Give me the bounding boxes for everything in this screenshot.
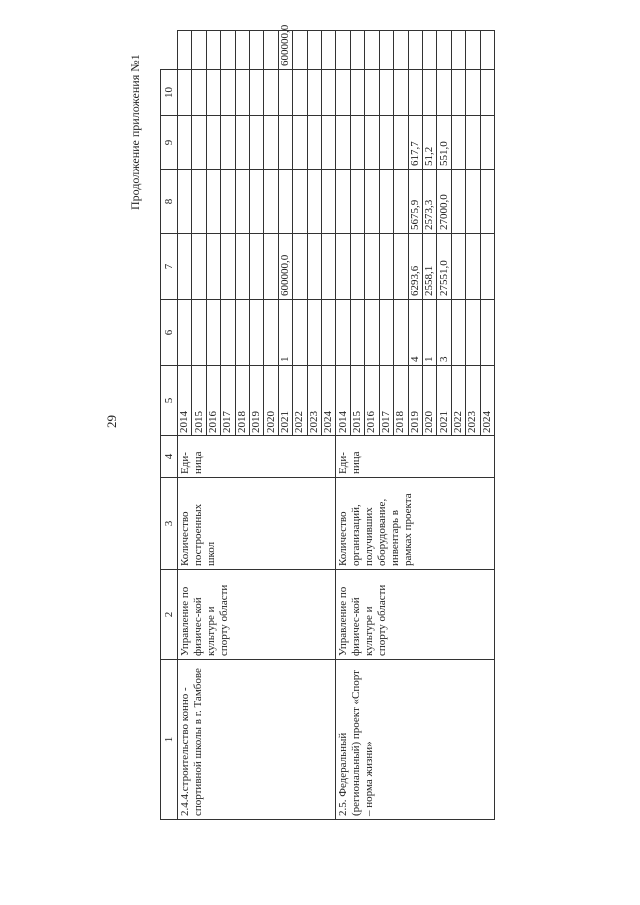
value-cell-7 bbox=[206, 170, 220, 234]
value-cell-10 bbox=[480, 31, 494, 70]
year-cell: 2016 bbox=[206, 366, 220, 436]
value-cell-9 bbox=[307, 70, 321, 116]
value-cell-10 bbox=[437, 31, 451, 70]
value-cell-5: 4 bbox=[408, 300, 422, 366]
value-cell-8 bbox=[178, 116, 192, 170]
value-cell-6 bbox=[350, 234, 364, 300]
value-cell-7 bbox=[365, 170, 379, 234]
value-cell-7: 27000,0 bbox=[437, 170, 451, 234]
value-cell-8 bbox=[206, 116, 220, 170]
value-cell-9 bbox=[466, 70, 480, 116]
value-cell-6 bbox=[322, 234, 336, 300]
value-cell-8 bbox=[394, 116, 408, 170]
value-cell-5 bbox=[480, 300, 494, 366]
value-cell-9 bbox=[394, 70, 408, 116]
year-cell: 2022 bbox=[293, 366, 307, 436]
measure-cell: 2.4.4.строительство конно - спортивной школы в г. Тамбове bbox=[178, 660, 336, 820]
value-cell-8 bbox=[451, 116, 465, 170]
value-cell-9 bbox=[437, 70, 451, 116]
value-cell-7 bbox=[394, 170, 408, 234]
value-cell-9 bbox=[350, 70, 364, 116]
value-cell-10: 600000,0 bbox=[278, 31, 292, 70]
value-cell-9 bbox=[221, 70, 235, 116]
value-cell-6 bbox=[178, 234, 192, 300]
value-cell-8: 51,2 bbox=[422, 116, 436, 170]
value-cell-10 bbox=[250, 31, 264, 70]
value-cell-5 bbox=[322, 300, 336, 366]
value-cell-7 bbox=[264, 170, 278, 234]
value-cell-6 bbox=[235, 234, 249, 300]
value-cell-6 bbox=[250, 234, 264, 300]
year-cell: 2023 bbox=[307, 366, 321, 436]
value-cell-9 bbox=[293, 70, 307, 116]
year-cell: 2020 bbox=[422, 366, 436, 436]
value-cell-5 bbox=[365, 300, 379, 366]
value-cell-5 bbox=[350, 300, 364, 366]
value-cell-5: 3 bbox=[437, 300, 451, 366]
value-cell-6 bbox=[221, 234, 235, 300]
value-cell-9 bbox=[278, 70, 292, 116]
indicator-cell: Количество организаций, получивших оборудование, инвентарь в рамках проекта bbox=[336, 478, 495, 570]
value-cell-5 bbox=[192, 300, 206, 366]
indicator-cell: Количество построенных школ bbox=[178, 478, 336, 570]
value-cell-10 bbox=[235, 31, 249, 70]
year-cell: 2018 bbox=[394, 366, 408, 436]
year-cell: 2024 bbox=[480, 366, 494, 436]
year-cell: 2017 bbox=[379, 366, 393, 436]
value-cell-10 bbox=[206, 31, 220, 70]
unit-cell: Еди-ница bbox=[336, 436, 495, 478]
value-cell-6: 27551,0 bbox=[437, 234, 451, 300]
value-cell-10 bbox=[336, 31, 350, 70]
column-header-10: 10 bbox=[161, 70, 178, 116]
column-header-5: 5 bbox=[161, 366, 178, 436]
program-table-wrapper bbox=[160, 24, 495, 820]
value-cell-10 bbox=[365, 31, 379, 70]
value-cell-7 bbox=[307, 170, 321, 234]
value-cell-6 bbox=[206, 234, 220, 300]
executor-cell: Управление по физичес-кой культуре и спорту области bbox=[336, 570, 495, 660]
value-cell-9 bbox=[322, 70, 336, 116]
executor-cell: Управление по физичес-кой культуре и спорту области bbox=[178, 570, 336, 660]
value-cell-9 bbox=[422, 70, 436, 116]
value-cell-10 bbox=[451, 31, 465, 70]
value-cell-5: 1 bbox=[278, 300, 292, 366]
value-cell-9 bbox=[408, 70, 422, 116]
year-cell: 2021 bbox=[278, 366, 292, 436]
value-cell-10 bbox=[379, 31, 393, 70]
value-cell-6 bbox=[466, 234, 480, 300]
year-cell: 2015 bbox=[350, 366, 364, 436]
value-cell-10 bbox=[192, 31, 206, 70]
continuation-note: Продолжение приложения №1 bbox=[128, 54, 142, 210]
column-header-9: 9 bbox=[161, 116, 178, 170]
value-cell-9 bbox=[451, 70, 465, 116]
year-cell: 2021 bbox=[437, 366, 451, 436]
value-cell-8: 617,7 bbox=[408, 116, 422, 170]
header-row bbox=[161, 31, 178, 820]
value-cell-8 bbox=[466, 116, 480, 170]
value-cell-5 bbox=[451, 300, 465, 366]
value-cell-5 bbox=[235, 300, 249, 366]
column-header-2: 2 bbox=[161, 570, 178, 660]
value-cell-6 bbox=[451, 234, 465, 300]
column-header-4: 4 bbox=[161, 436, 178, 478]
value-cell-5 bbox=[221, 300, 235, 366]
unit-cell: Еди-ница bbox=[178, 436, 336, 478]
value-cell-8 bbox=[235, 116, 249, 170]
value-cell-8 bbox=[365, 116, 379, 170]
year-cell: 2014 bbox=[178, 366, 192, 436]
value-cell-6: 2558,1 bbox=[422, 234, 436, 300]
value-cell-8 bbox=[350, 116, 364, 170]
value-cell-7 bbox=[480, 170, 494, 234]
value-cell-7 bbox=[250, 170, 264, 234]
value-cell-7 bbox=[350, 170, 364, 234]
value-cell-8 bbox=[264, 116, 278, 170]
value-cell-5 bbox=[178, 300, 192, 366]
value-cell-8: 551,0 bbox=[437, 116, 451, 170]
value-cell-8 bbox=[480, 116, 494, 170]
value-cell-6 bbox=[192, 234, 206, 300]
year-cell: 2014 bbox=[336, 366, 350, 436]
year-cell: 2022 bbox=[451, 366, 465, 436]
value-cell-8 bbox=[278, 116, 292, 170]
value-cell-5 bbox=[206, 300, 220, 366]
value-cell-7 bbox=[293, 170, 307, 234]
value-cell-7 bbox=[336, 170, 350, 234]
column-header-8: 8 bbox=[161, 170, 178, 234]
value-cell-5 bbox=[293, 300, 307, 366]
value-cell-10 bbox=[408, 31, 422, 70]
value-cell-6 bbox=[394, 234, 408, 300]
value-cell-7 bbox=[466, 170, 480, 234]
value-cell-5 bbox=[466, 300, 480, 366]
value-cell-10 bbox=[466, 31, 480, 70]
value-cell-5 bbox=[379, 300, 393, 366]
value-cell-8 bbox=[379, 116, 393, 170]
value-cell-7 bbox=[221, 170, 235, 234]
column-header-3: 3 bbox=[161, 478, 178, 570]
value-cell-10 bbox=[394, 31, 408, 70]
value-cell-10 bbox=[178, 31, 192, 70]
year-cell: 2019 bbox=[250, 366, 264, 436]
value-cell-5 bbox=[250, 300, 264, 366]
value-cell-8 bbox=[250, 116, 264, 170]
year-cell: 2016 bbox=[365, 366, 379, 436]
year-cell: 2018 bbox=[235, 366, 249, 436]
value-cell-9 bbox=[480, 70, 494, 116]
value-cell-9 bbox=[264, 70, 278, 116]
table-row bbox=[178, 31, 192, 820]
value-cell-8 bbox=[221, 116, 235, 170]
value-cell-8 bbox=[307, 116, 321, 170]
value-cell-5: 1 bbox=[422, 300, 436, 366]
value-cell-10 bbox=[293, 31, 307, 70]
value-cell-6: 6293,6 bbox=[408, 234, 422, 300]
page-number: 29 bbox=[104, 415, 119, 428]
table-body bbox=[178, 24, 495, 820]
value-cell-7 bbox=[379, 170, 393, 234]
value-cell-6 bbox=[480, 234, 494, 300]
value-cell-6 bbox=[293, 234, 307, 300]
value-cell-10 bbox=[422, 31, 436, 70]
measure-cell: 2.5. Федеральный (региональный) проект «Спорт – норма жизни» bbox=[336, 660, 495, 820]
value-cell-10 bbox=[221, 31, 235, 70]
value-cell-7 bbox=[235, 170, 249, 234]
column-header-6: 6 bbox=[161, 300, 178, 366]
value-cell-7: 2573,3 bbox=[422, 170, 436, 234]
value-cell-7: 5675,9 bbox=[408, 170, 422, 234]
column-header-7: 7 bbox=[161, 234, 178, 300]
year-cell: 2019 bbox=[408, 366, 422, 436]
value-cell-5 bbox=[307, 300, 321, 366]
value-cell-5 bbox=[394, 300, 408, 366]
value-cell-10 bbox=[307, 31, 321, 70]
value-cell-6 bbox=[379, 234, 393, 300]
value-cell-7 bbox=[451, 170, 465, 234]
value-cell-9 bbox=[178, 70, 192, 116]
value-cell-6 bbox=[307, 234, 321, 300]
value-cell-7 bbox=[192, 170, 206, 234]
value-cell-9 bbox=[379, 70, 393, 116]
value-cell-10 bbox=[264, 31, 278, 70]
value-cell-7 bbox=[322, 170, 336, 234]
value-cell-10 bbox=[350, 31, 364, 70]
value-cell-7 bbox=[178, 170, 192, 234]
value-cell-9 bbox=[336, 70, 350, 116]
value-cell-8 bbox=[322, 116, 336, 170]
column-header-1: 1 bbox=[161, 660, 178, 820]
program-table bbox=[160, 24, 495, 820]
value-cell-8 bbox=[293, 116, 307, 170]
value-cell-9 bbox=[365, 70, 379, 116]
value-cell-9 bbox=[250, 70, 264, 116]
table-row bbox=[336, 31, 350, 820]
value-cell-9 bbox=[206, 70, 220, 116]
value-cell-6: 600000,0 bbox=[278, 234, 292, 300]
value-cell-6 bbox=[264, 234, 278, 300]
value-cell-7 bbox=[278, 170, 292, 234]
value-cell-9 bbox=[192, 70, 206, 116]
value-cell-6 bbox=[336, 234, 350, 300]
value-cell-6 bbox=[365, 234, 379, 300]
value-cell-9 bbox=[235, 70, 249, 116]
value-cell-8 bbox=[336, 116, 350, 170]
year-cell: 2023 bbox=[466, 366, 480, 436]
year-cell: 2020 bbox=[264, 366, 278, 436]
value-cell-5 bbox=[336, 300, 350, 366]
year-cell: 2024 bbox=[322, 366, 336, 436]
year-cell: 2017 bbox=[221, 366, 235, 436]
year-cell: 2015 bbox=[192, 366, 206, 436]
value-cell-8 bbox=[192, 116, 206, 170]
value-cell-5 bbox=[264, 300, 278, 366]
value-cell-10 bbox=[322, 31, 336, 70]
